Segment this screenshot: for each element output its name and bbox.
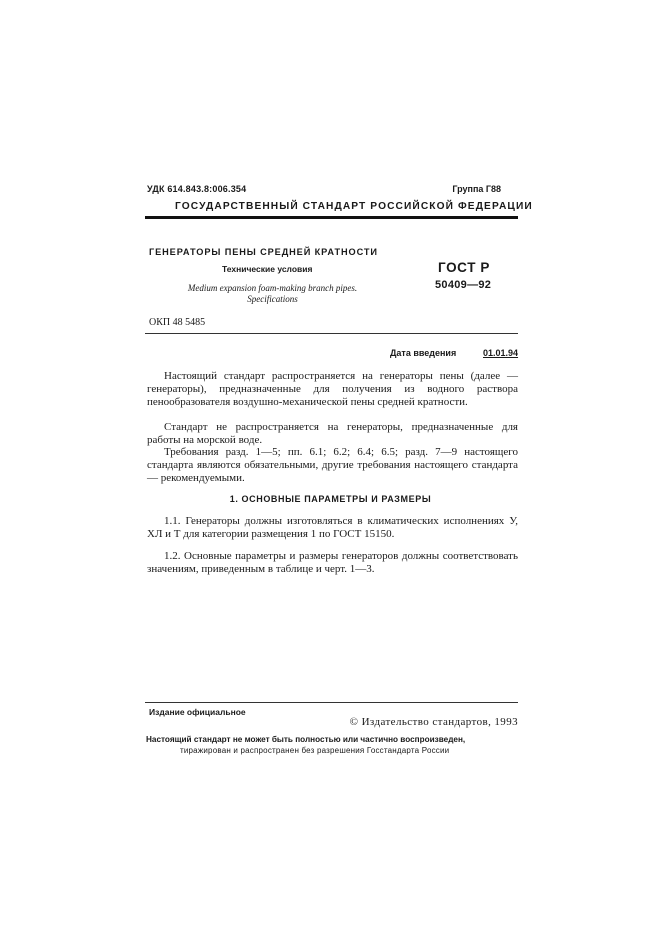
middle-rule [145,333,518,334]
gost-label: ГОСТ Р [438,260,490,275]
english-title-line-1: Medium expansion foam-making branch pipes. [187,283,358,293]
okp-code: ОКП 48 5485 [149,317,206,328]
section-heading: 1. ОСНОВНЫЕ ПАРАМЕТРЫ И РАЗМЕРЫ [229,494,432,504]
document-title: ГЕНЕРАТОРЫ ПЕНЫ СРЕДНЕЙ КРАТНОСТИ [149,247,378,257]
paragraph-1-1: 1.1. Генераторы должны изготовляться в климатических исполнениях У, ХЛ и Т для категории размещения 1 по ГОСТ 15150. [147,515,518,540]
reproduction-notice-line-2: тиражирован и распространен без разрешения Госстандарта России [180,746,450,755]
state-standard-heading: ГОСУДАРСТВЕННЫЙ СТАНДАРТ РОССИЙСКОЙ ФЕДЕРАЦИИ [175,201,533,212]
reproduction-notice-line-1: Настоящий стандарт не может быть полностью или частично воспроизведен, [146,735,466,744]
document-subtitle: Технические условия [222,264,313,274]
gost-number: 50409—92 [435,279,492,291]
date-label: Дата введения [390,348,457,358]
english-title-line-2: Specifications [247,294,298,304]
edition-label: Издание официальное [149,707,246,717]
paragraph-scope: Настоящий стандарт распространяется на генераторы пены (далее — генераторы), предназначенные для получения из водного раствора пенообразователя воздушно-механической пены средней кратности. [147,370,518,408]
paragraph-exclusion: Стандарт не распространяется на генераторы, предназначенные для работы на морской воде. [147,421,518,446]
paragraph-requirements: Требования разд. 1—5; пп. 6.1; 6.2; 6.4; 6.5; разд. 7—9 настоящего стандарта являются обязательными, другие требования настоящего стандарта — рекомендуемыми. [147,446,518,484]
copyright-line: © Издательство стандартов, 1993 [349,716,518,728]
udk-code: УДК 614.843.8:006.354 [147,184,247,194]
date-value: 01.01.94 [483,348,519,358]
group-code: Группа Г88 [452,184,501,194]
paragraph-1-2: 1.2. Основные параметры и размеры генераторов должны соответствовать значениям, приведенным в таблице и черт. 1—3. [147,550,518,575]
footer-rule [145,702,518,703]
english-title [160,283,385,305]
top-rule [145,216,518,219]
